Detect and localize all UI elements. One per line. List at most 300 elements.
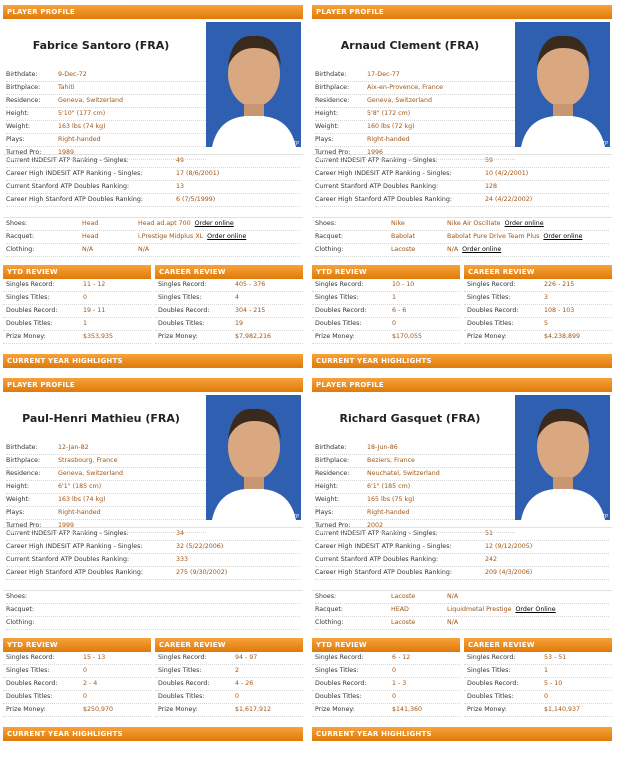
value: 6 - 12 — [392, 654, 411, 661]
doubles-titles-row — [464, 318, 612, 331]
label: Turned Pro: — [6, 149, 42, 156]
doubles-record-row — [155, 305, 303, 318]
value: 3 — [544, 294, 549, 301]
value: 15 - 13 — [83, 654, 106, 661]
bio-list — [315, 442, 515, 533]
value: 0 — [544, 693, 549, 700]
player-card — [3, 378, 303, 741]
label: Turned Pro: — [315, 149, 351, 156]
value: Neuchatel, Switzerland — [367, 470, 440, 477]
birthdate-row — [6, 442, 206, 455]
label: Doubles Record: — [315, 307, 367, 314]
value: Right-handed — [367, 509, 410, 516]
weight-row — [6, 494, 206, 507]
birthplace-row — [315, 455, 515, 468]
player-portrait-icon — [206, 22, 301, 147]
value: 1 - 3 — [392, 680, 407, 687]
career-high-doubles-row — [315, 194, 609, 207]
photo-credit: © ATP — [283, 141, 299, 147]
player-photo — [206, 22, 301, 147]
value: $250,970 — [83, 706, 114, 713]
career-high-singles-row — [315, 541, 609, 554]
value: 304 - 215 — [235, 307, 266, 314]
value: 405 - 376 — [235, 281, 266, 288]
career-review — [464, 265, 612, 344]
doubles-record-row — [3, 678, 151, 691]
value: 10 (4/2/2001) — [485, 170, 529, 177]
value: $1,617,912 — [235, 706, 272, 713]
label: Career High Stanford ATP Doubles Ranking: — [315, 196, 453, 203]
height-row — [315, 481, 515, 494]
player-name: Richard Gasquet (FRA) — [339, 412, 481, 425]
label: Turned Pro: — [6, 522, 42, 529]
product: N/A — [447, 593, 459, 600]
singles-record-row — [3, 652, 151, 665]
label: Current Stanford ATP Doubles Ranking: — [315, 183, 439, 190]
career-review-header: CAREER REVIEW — [464, 638, 612, 652]
turned-pro-row — [315, 520, 515, 533]
ranking-doubles-row — [315, 181, 609, 194]
equipment-section — [3, 590, 303, 630]
doubles-record-row — [312, 305, 460, 318]
order-online-link[interactable]: Order online — [207, 233, 247, 240]
label: Plays: — [315, 136, 334, 143]
value: Geneva, Switzerland — [58, 97, 123, 104]
singles-titles-row — [155, 665, 303, 678]
ytd-review-header: YTD REVIEW — [312, 265, 460, 279]
label: Career High Stanford ATP Doubles Ranking: — [315, 569, 453, 576]
label: Current INDESIT ATP Ranking - Singles: — [6, 157, 129, 164]
product: N/A — [447, 619, 459, 626]
current-year-highlights-header[interactable]: CURRENT YEAR HIGHLIGHTS — [3, 727, 303, 741]
value: Nike — [391, 220, 405, 227]
player-photo — [515, 395, 610, 520]
label: Current INDESIT ATP Ranking - Singles: — [315, 157, 438, 164]
photo-credit: © ATP — [592, 141, 608, 147]
value: $1,140,937 — [544, 706, 581, 713]
label: Plays: — [6, 136, 25, 143]
value: N/A — [82, 246, 94, 253]
label: Singles Record: — [315, 281, 364, 288]
weight-row — [315, 494, 515, 507]
value: Head — [82, 233, 99, 240]
career-high-doubles-row — [315, 567, 609, 580]
career-review — [155, 638, 303, 717]
value: 108 - 103 — [544, 307, 575, 314]
label: Singles Record: — [467, 654, 516, 661]
label: Prize Money: — [467, 333, 507, 340]
value: Lacoste — [391, 593, 416, 600]
doubles-titles-row — [3, 691, 151, 704]
value: 4 — [235, 294, 240, 301]
prize-money-row — [155, 704, 303, 717]
player-name: Arnaud Clement (FRA) — [340, 39, 480, 52]
order-online-link[interactable]: Order online — [543, 233, 583, 240]
value: 128 — [485, 183, 498, 190]
profile-section — [3, 19, 303, 156]
value: 10 - 10 — [392, 281, 415, 288]
value: HEAD — [391, 606, 409, 613]
career-review-header: CAREER REVIEW — [155, 638, 303, 652]
value: 17 (8/6/2001) — [176, 170, 220, 177]
ytd-review-header: YTD REVIEW — [3, 265, 151, 279]
ranking-doubles-row — [315, 554, 609, 567]
value: 0 — [392, 693, 397, 700]
product: i.Prestige Midplus XL — [138, 233, 204, 240]
order-online-link[interactable]: Order online — [462, 246, 502, 253]
career-high-doubles-row — [6, 194, 300, 207]
label: Singles Record: — [467, 281, 516, 288]
value: 11 - 12 — [83, 281, 106, 288]
singles-titles-row — [464, 665, 612, 678]
doubles-titles-row — [155, 691, 303, 704]
value: 12-Jan-82 — [58, 444, 89, 451]
prize-money-row — [464, 704, 612, 717]
racquet-row — [6, 231, 300, 244]
label: Current INDESIT ATP Ranking - Singles: — [315, 530, 438, 537]
label: Doubles Record: — [6, 307, 58, 314]
label: Height: — [6, 483, 29, 490]
ytd-review-header: YTD REVIEW — [3, 638, 151, 652]
label: Singles Titles: — [6, 294, 50, 301]
label: Doubles Record: — [6, 680, 58, 687]
value: 275 (9/30/2002) — [176, 569, 228, 576]
order-online-link[interactable]: Order Online — [515, 606, 556, 613]
reviews — [312, 638, 612, 717]
label: Residence: — [315, 97, 350, 104]
value: Lacoste — [391, 619, 416, 626]
label: Doubles Titles: — [6, 693, 53, 700]
label: Singles Record: — [315, 654, 364, 661]
shoes-row — [315, 591, 609, 604]
player-portrait-icon — [515, 395, 610, 520]
value: 6 (7/5/1999) — [176, 196, 216, 203]
clothing-row — [6, 617, 300, 630]
label: Current Stanford ATP Doubles Ranking: — [6, 183, 130, 190]
label: Singles Record: — [158, 654, 207, 661]
label: Height: — [315, 483, 338, 490]
reviews — [3, 265, 303, 344]
label: Prize Money: — [158, 706, 198, 713]
label: Birthplace: — [6, 84, 41, 91]
weight-row — [315, 121, 515, 134]
prize-money-row — [464, 331, 612, 344]
label: Doubles Titles: — [158, 320, 205, 327]
label: Singles Titles: — [467, 667, 511, 674]
value: 51 — [485, 530, 494, 537]
value: 0 — [392, 667, 397, 674]
value: Strasbourg, France — [58, 457, 118, 464]
prize-money-row — [155, 331, 303, 344]
ytd-review — [3, 638, 151, 717]
label: Singles Titles: — [315, 667, 359, 674]
player-card — [312, 5, 612, 368]
value: 34 — [176, 530, 185, 537]
doubles-record-row — [464, 305, 612, 318]
singles-record-row — [312, 279, 460, 292]
value: 2 — [235, 667, 240, 674]
value: 1996 — [367, 149, 384, 156]
label: Doubles Titles: — [315, 693, 362, 700]
height-row — [315, 108, 515, 121]
value: Beziers, France — [367, 457, 415, 464]
clothing-row — [315, 244, 609, 257]
value: 1989 — [58, 149, 75, 156]
clothing-row — [315, 617, 609, 630]
label: Racquet: — [6, 233, 35, 240]
label: Singles Titles: — [158, 667, 202, 674]
career-high-singles-row — [315, 168, 609, 181]
height-row — [6, 108, 206, 121]
label: Shoes: — [315, 593, 337, 600]
bio-list — [6, 69, 206, 160]
value: 94 - 97 — [235, 654, 258, 661]
value: 160 lbs (72 kg) — [367, 123, 415, 130]
value: 0 — [392, 320, 397, 327]
label: Career High INDESIT ATP Ranking - Singles: — [315, 170, 452, 177]
label: Doubles Titles: — [467, 320, 514, 327]
singles-titles-row — [312, 292, 460, 305]
career-high-singles-row — [6, 168, 300, 181]
label: Singles Titles: — [467, 294, 511, 301]
value — [82, 617, 138, 629]
value: $4,238,899 — [544, 333, 581, 340]
value: 19 — [235, 320, 244, 327]
doubles-titles-row — [155, 318, 303, 331]
value: 6 - 6 — [392, 307, 407, 314]
label: Singles Record: — [158, 281, 207, 288]
value: 1 — [392, 294, 397, 301]
doubles-titles-row — [3, 318, 151, 331]
label: Shoes: — [6, 220, 28, 227]
label: Career High Stanford ATP Doubles Ranking: — [6, 196, 144, 203]
doubles-record-row — [155, 678, 303, 691]
plays-row — [315, 507, 515, 520]
residence-row — [315, 95, 515, 108]
career-review — [464, 638, 612, 717]
label: Current INDESIT ATP Ranking - Singles: — [6, 530, 129, 537]
product: N/A — [447, 246, 459, 253]
plays-row — [6, 507, 206, 520]
player-profile-header: PLAYER PROFILE — [312, 5, 612, 19]
value: 49 — [176, 157, 185, 164]
residence-row — [6, 468, 206, 481]
value: 19 - 11 — [83, 307, 106, 314]
profile-section — [3, 392, 303, 529]
plays-row — [315, 134, 515, 147]
equipment-section — [312, 217, 612, 257]
prize-money-row — [3, 331, 151, 344]
singles-titles-row — [464, 292, 612, 305]
birthdate-row — [315, 69, 515, 82]
ytd-review — [312, 638, 460, 717]
singles-record-row — [3, 279, 151, 292]
value: Right-handed — [58, 136, 101, 143]
equipment-section — [3, 217, 303, 257]
player-profile-header: PLAYER PROFILE — [3, 5, 303, 19]
product: Liquidmetal Prestige — [447, 606, 512, 613]
value: Right-handed — [367, 136, 410, 143]
label: Birthdate: — [315, 71, 347, 78]
label: Birthplace: — [315, 457, 350, 464]
player-name: Fabrice Santoro (FRA) — [32, 39, 170, 52]
label: Singles Titles: — [6, 667, 50, 674]
value: 1 — [544, 667, 549, 674]
label: Current Stanford ATP Doubles Ranking: — [315, 556, 439, 563]
racquet-row — [315, 231, 609, 244]
label: Plays: — [6, 509, 25, 516]
value: 2002 — [367, 522, 384, 529]
label: Racquet: — [315, 233, 344, 240]
doubles-titles-row — [312, 318, 460, 331]
label: Career High INDESIT ATP Ranking - Singles: — [6, 170, 143, 177]
turned-pro-row — [315, 147, 515, 160]
label: Clothing: — [315, 619, 344, 626]
label: Weight: — [6, 123, 31, 130]
value: 32 (5/22/2006) — [176, 543, 224, 550]
doubles-titles-row — [464, 691, 612, 704]
value: 6'1" (185 cm) — [367, 483, 411, 490]
prize-money-row — [312, 704, 460, 717]
player-photo — [515, 22, 610, 147]
value: Babolat — [391, 233, 416, 240]
value: 4 - 26 — [235, 680, 254, 687]
player-photo — [206, 395, 301, 520]
player-profile-header: PLAYER PROFILE — [3, 378, 303, 392]
singles-record-row — [464, 279, 612, 292]
birthdate-row — [6, 69, 206, 82]
value: 226 - 215 — [544, 281, 575, 288]
photo-credit: © ATP — [283, 514, 299, 520]
value: 24 (4/22/2002) — [485, 196, 533, 203]
profile-section — [312, 19, 612, 156]
order-online-link[interactable]: Order online — [504, 220, 544, 227]
label: Turned Pro: — [315, 522, 351, 529]
value: Right-handed — [58, 509, 101, 516]
value: 5'8" (172 cm) — [367, 110, 411, 117]
turned-pro-row — [6, 520, 206, 533]
label: Doubles Record: — [315, 680, 367, 687]
rankings-section — [312, 527, 612, 580]
value: $353,935 — [83, 333, 114, 340]
label: Career High INDESIT ATP Ranking - Singles: — [6, 543, 143, 550]
photo-credit: © ATP — [592, 514, 608, 520]
value: 0 — [83, 667, 88, 674]
doubles-record-row — [3, 305, 151, 318]
value: 59 — [485, 157, 494, 164]
label: Prize Money: — [315, 706, 355, 713]
player-portrait-icon — [515, 22, 610, 147]
equipment-section — [312, 590, 612, 630]
career-high-doubles-row — [6, 567, 300, 580]
value: 333 — [176, 556, 189, 563]
singles-titles-row — [3, 292, 151, 305]
value: 9-Dec-72 — [58, 71, 87, 78]
label: Singles Record: — [6, 281, 55, 288]
prize-money-row — [3, 704, 151, 717]
label: Clothing: — [6, 619, 35, 626]
singles-record-row — [312, 652, 460, 665]
label: Clothing: — [315, 246, 344, 253]
label: Clothing: — [6, 246, 35, 253]
ytd-review-header: YTD REVIEW — [312, 638, 460, 652]
shoes-row — [315, 218, 609, 231]
racquet-row — [315, 604, 609, 617]
profile-section — [312, 392, 612, 529]
birthplace-row — [6, 455, 206, 468]
label: Career High INDESIT ATP Ranking - Singles: — [315, 543, 452, 550]
value: 17-Dec-77 — [367, 71, 400, 78]
label: Height: — [315, 110, 338, 117]
birthplace-row — [315, 82, 515, 95]
label: Shoes: — [315, 220, 337, 227]
singles-record-row — [155, 279, 303, 292]
rankings-section — [3, 154, 303, 207]
label: Career High Stanford ATP Doubles Ranking: — [6, 569, 144, 576]
product: N/A — [138, 246, 150, 253]
singles-record-row — [464, 652, 612, 665]
ytd-review — [3, 265, 151, 344]
ytd-review — [312, 265, 460, 344]
singles-titles-row — [312, 665, 460, 678]
current-year-highlights-header[interactable]: CURRENT YEAR HIGHLIGHTS — [312, 354, 612, 368]
value: 0 — [83, 294, 88, 301]
rankings-section — [3, 527, 303, 580]
prize-money-row — [312, 331, 460, 344]
value: Head — [82, 220, 99, 227]
value — [82, 591, 138, 603]
current-year-highlights-header[interactable]: CURRENT YEAR HIGHLIGHTS — [312, 727, 612, 741]
value: Lacoste — [391, 246, 416, 253]
current-year-highlights-header[interactable]: CURRENT YEAR HIGHLIGHTS — [3, 354, 303, 368]
reviews — [312, 265, 612, 344]
player-profile-header: PLAYER PROFILE — [312, 378, 612, 392]
order-online-link[interactable]: Order online — [194, 220, 234, 227]
value: 165 lbs (75 kg) — [367, 496, 415, 503]
label: Prize Money: — [315, 333, 355, 340]
label: Weight: — [315, 496, 340, 503]
career-review — [155, 265, 303, 344]
label: Weight: — [315, 123, 340, 130]
clothing-row — [6, 244, 300, 257]
value: 163 lbs (74 kg) — [58, 123, 106, 130]
label: Prize Money: — [6, 706, 46, 713]
career-review-header: CAREER REVIEW — [155, 265, 303, 279]
label: Racquet: — [315, 606, 344, 613]
value: Geneva, Switzerland — [367, 97, 432, 104]
player-card — [3, 5, 303, 368]
value: 1 — [83, 320, 88, 327]
singles-titles-row — [155, 292, 303, 305]
turned-pro-row — [6, 147, 206, 160]
value: 2 - 4 — [83, 680, 98, 687]
label: Singles Titles: — [315, 294, 359, 301]
value: 1999 — [58, 522, 75, 529]
residence-row — [315, 468, 515, 481]
career-review-header: CAREER REVIEW — [464, 265, 612, 279]
ranking-doubles-row — [6, 554, 300, 567]
label: Residence: — [6, 97, 41, 104]
value: 6'1" (185 cm) — [58, 483, 102, 490]
value: 5 - 10 — [544, 680, 563, 687]
value: 242 — [485, 556, 498, 563]
value: 0 — [83, 693, 88, 700]
label: Weight: — [6, 496, 31, 503]
label: Singles Record: — [6, 654, 55, 661]
label: Residence: — [315, 470, 350, 477]
shoes-row — [6, 218, 300, 231]
doubles-record-row — [312, 678, 460, 691]
